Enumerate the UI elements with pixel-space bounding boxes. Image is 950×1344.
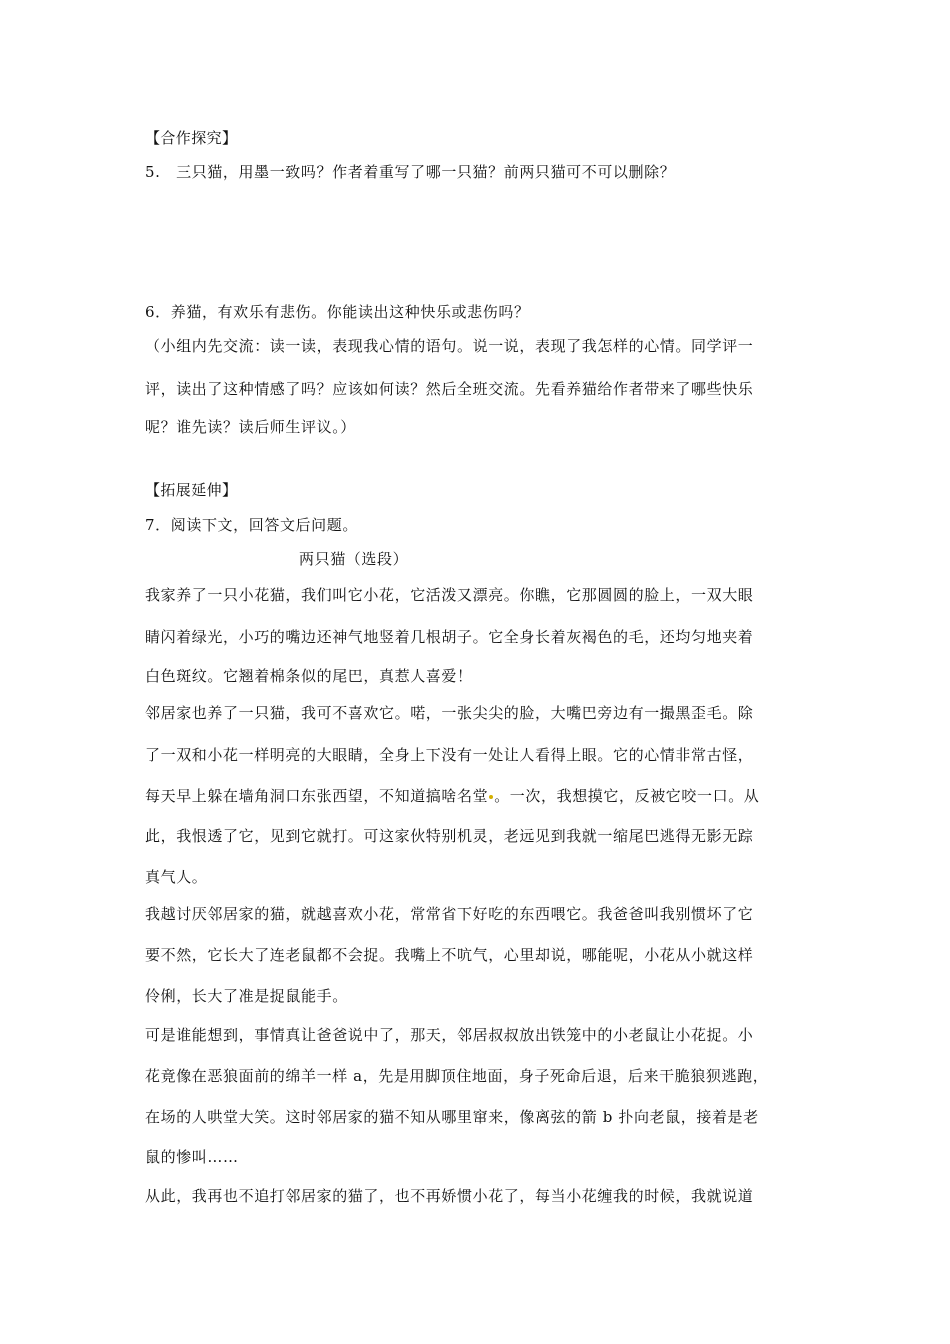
question-6-note-line: 呢？谁先读？读后师生评议。）	[145, 418, 356, 436]
passage-line: 在场的人哄堂大笑。这时邻居家的猫不知从哪里窜来，像离弦的箭 b 扑向老鼠，接着是老	[145, 1108, 759, 1126]
passage-line: 伶俐，长大了准是捉鼠能手。	[145, 987, 348, 1005]
passage-line: 鼠的惨叫……	[145, 1148, 239, 1166]
passage-line: 我家养了一只小花猫，我们叫它小花，它活泼又漂亮。你瞧，它那圆圆的脸上，一双大眼	[145, 586, 754, 604]
passage-line-part: 每天早上躲在墙角洞口东张西望，不知道搞啥名堂	[145, 787, 489, 805]
passage-line: 真气人。	[145, 868, 208, 886]
question-5: 5. 三只猫，用墨一致吗？作者着重写了哪一只猫？前两只猫可不可以删除？	[145, 163, 676, 181]
passage-line: 此，我恨透了它，见到它就打。可这家伙特别机灵，老远见到我就一缩尾巴逃得无影无踪	[145, 827, 754, 845]
passage-line: 从此，我再也不追打邻居家的猫了，也不再娇惯小花了，每当小花缠我的时候，我就说道	[145, 1187, 754, 1205]
highlight-mark	[489, 795, 493, 799]
passage-line: 我越讨厌邻居家的猫，就越喜欢小花，常常省下好吃的东西喂它。我爸爸叫我别惯坏了它	[145, 905, 754, 923]
question-6: 6．养猫，有欢乐有悲伤。你能读出这种快乐或悲伤吗？	[145, 303, 530, 321]
passage-title: 两只猫（选段）	[299, 550, 409, 568]
passage-line: 可是谁能想到，事情真让爸爸说中了，那天，邻居叔叔放出铁笼中的小老鼠让小花捉。小	[145, 1026, 754, 1044]
question-6-note-line: 评，读出了这种情感了吗？应该如何读？然后全班交流。先看养猫给作者带来了哪些快乐	[145, 380, 754, 398]
question-6-note-line: （小组内先交流：读一读，表现我心情的语句。说一说，表现了我怎样的心情。同学评一	[145, 337, 754, 355]
passage-line: 邻居家也养了一只猫，我可不喜欢它。喏，一张尖尖的脸，大嘴巴旁边有一撮黑歪毛。除	[145, 704, 754, 722]
passage-line: 白色斑纹。它翘着棉条似的尾巴，真惹人喜爱！	[145, 667, 473, 685]
passage-line	[145, 786, 759, 806]
question-7: 7．阅读下文，回答文后问题。	[145, 516, 358, 534]
section-heading-cooperate: 【合作探究】	[145, 129, 238, 147]
section-heading-extend: 【拓展延伸】	[145, 481, 238, 499]
passage-line: 了一双和小花一样明亮的大眼睛，全身上下没有一处让人看得上眼。它的心情非常古怪，	[145, 746, 754, 764]
passage-line: 睛闪着绿光，小巧的嘴边还神气地竖着几根胡子。它全身长着灰褐色的毛，还均匀地夹着	[145, 628, 754, 646]
passage-line-part: 。一次，我想摸它，反被它咬一口。从	[494, 787, 760, 805]
passage-line: 花竟像在恶狼面前的绵羊一样 a，先是用脚顶住地面，身子死命后退，后来干脆狼狈逃跑，	[145, 1067, 769, 1085]
passage-line: 要不然，它长大了连老鼠都不会捉。我嘴上不吭气，心里却说，哪能呢，小花从小就这样	[145, 946, 754, 964]
